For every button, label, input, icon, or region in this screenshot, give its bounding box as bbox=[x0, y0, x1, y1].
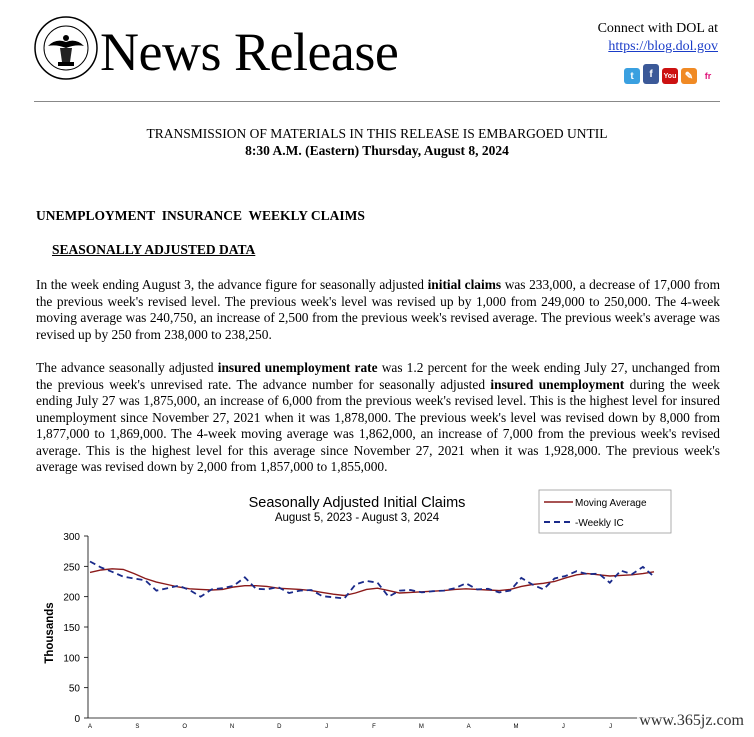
x-tick-label: N bbox=[229, 724, 235, 730]
section-heading: UNEMPLOYMENT INSURANCE WEEKLY CLAIMS bbox=[36, 208, 365, 223]
x-tick-label: M bbox=[513, 724, 519, 730]
y-tick-label: 150 bbox=[63, 623, 80, 634]
y-tick-label: 200 bbox=[63, 592, 80, 604]
x-tick-label: J bbox=[609, 724, 613, 730]
para2-text-a: The advance seasonally adjusted bbox=[36, 360, 218, 375]
y-tick-label: 250 bbox=[63, 562, 80, 574]
x-tick-label: J bbox=[561, 724, 565, 730]
connect-text: Connect with DOL at bbox=[597, 21, 718, 36]
section-subheading: SEASONALLY ADJUSTED DATA bbox=[52, 242, 256, 257]
insured-unemployment-paragraph bbox=[36, 360, 720, 476]
x-tick-label: M bbox=[418, 724, 424, 730]
legend-label-weekly-ic: -Weekly IC bbox=[575, 518, 624, 529]
youtube-icon[interactable]: You bbox=[662, 68, 678, 84]
para2-bold-2: insured unemployment bbox=[490, 376, 625, 392]
header-divider bbox=[34, 101, 720, 102]
series-line-weekly-ic bbox=[90, 562, 654, 599]
twitter-icon[interactable]: t bbox=[624, 68, 640, 84]
x-tick-label: A bbox=[466, 724, 471, 730]
para2-bold-1: insured unemployment rate bbox=[217, 360, 378, 375]
para2-text-e: during the week ending July 27 was 1,875,000, an increase of 6,000 from the previous week's revised level. This is the highest level for insured unemployment since November 27, 2021 when it was 1,878,000. The previous week's level was revised down by 8,000 from 1,877,000 to 1,869,000. The 4-week moving average was 1,862,000, an increase of 7,000 from the previous week's revised average. This is the highest level for this average since November 27, 2021 when it was 1,928,000. The previous week's average was revised down by 2,000 from 1,857,000 to 1,855,000. bbox=[36, 376, 720, 474]
connect-block bbox=[598, 20, 718, 56]
embargo-line-2: 8:30 A.M. (Eastern) Thursday, August 8, 2024 bbox=[245, 143, 509, 158]
embargo-notice bbox=[0, 125, 754, 159]
para1-text-c: was 233,000, a decrease of 17,000 from the previous week's revised level. The previous week's level was revised up by 1,000 from 249,000 to 250,000. The 4-week moving average was 240,750, an increase of 2,500 from the previous week's revised average. The previous week's average was revised up by 250 from 238,000 to 238,250. bbox=[36, 277, 720, 342]
y-tick-label: 0 bbox=[74, 714, 80, 725]
chart-title: Seasonally Adjusted Initial Claims bbox=[248, 495, 466, 511]
x-tick-label: J bbox=[325, 724, 329, 730]
chart-legend bbox=[539, 490, 671, 533]
legend-label-moving-average: Moving Average bbox=[575, 498, 647, 509]
para2-text-c: was 1.2 percent for the week ending July 27, unchanged from the previous week's unrevised rate. The advance number for seasonally adjusted bbox=[36, 360, 720, 392]
y-axis-label: Thousands bbox=[44, 602, 56, 664]
para1-bold: initial claims bbox=[427, 277, 502, 292]
blog-icon[interactable]: ✎ bbox=[681, 68, 697, 84]
x-tick-label: A bbox=[87, 724, 93, 730]
x-tick-label: D bbox=[277, 724, 282, 730]
x-tick-label: S bbox=[135, 724, 140, 730]
watermark-text: www.365jz.com bbox=[639, 712, 744, 729]
blog-link[interactable]: https://blog.dol.gov bbox=[608, 39, 718, 54]
facebook-icon[interactable]: f bbox=[643, 64, 659, 84]
initial-claims-paragraph bbox=[36, 277, 720, 343]
y-tick-label: 100 bbox=[63, 653, 80, 665]
embargo-line-1: TRANSMISSION OF MATERIALS IN THIS RELEASE IS EMBARGOED UNTIL bbox=[146, 126, 608, 141]
y-tick-label: 50 bbox=[68, 683, 80, 695]
x-tick-label: O bbox=[182, 724, 188, 730]
para1-text-a: In the week ending August 3, the advance figure for seasonally adjusted bbox=[36, 277, 428, 292]
y-tick-label: 300 bbox=[63, 532, 80, 543]
initial-claims-chart bbox=[30, 486, 730, 737]
chart-subtitle: August 5, 2023 - August 3, 2024 bbox=[274, 512, 440, 524]
flickr-icon[interactable]: fr bbox=[700, 68, 716, 84]
x-tick-label: F bbox=[372, 724, 376, 730]
dol-seal-logo bbox=[34, 16, 98, 80]
social-icons bbox=[624, 64, 716, 84]
page-title: News Release bbox=[100, 22, 399, 82]
